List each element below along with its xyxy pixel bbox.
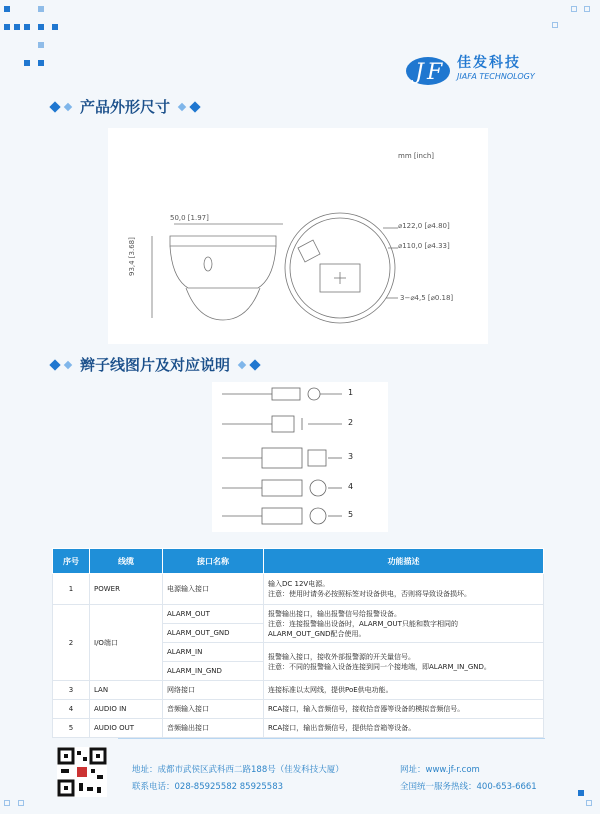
diamond-icon bbox=[238, 360, 246, 368]
footer-hotline: 全国统一服务热线：400-653-6661 bbox=[400, 782, 537, 792]
table-row: ALARM_IN 报警输入接口，接收外部报警源的开关量信号。 注意：不同的报警输入设备连接到同一个接地端，即ALARM_IN_GND。 bbox=[53, 643, 544, 662]
cable-drawing bbox=[212, 382, 388, 532]
svg-text:F: F bbox=[427, 60, 443, 85]
table-row: ALARM_IN_GND bbox=[53, 662, 544, 681]
cable-label-2: 2 bbox=[348, 418, 354, 427]
diamond-icon bbox=[189, 101, 200, 112]
cable-label-3: 3 bbox=[348, 452, 354, 461]
table-row: 3 LAN 网络接口 连接标准以太网线，提供PoE供电功能。 bbox=[53, 681, 544, 700]
unit-label: mm [inch] bbox=[398, 152, 434, 160]
table-row: 2 I/O端口 ALARM_OUT 报警输出接口，输出报警信号给报警设备。 注意：连接报警输出设备时，ALARM_OUT只能和数字相同的 ALARM_OUT_GND配合使用。 bbox=[53, 605, 544, 624]
table-row: 5 AUDIO OUT 音频输出接口 RCA接口，输出音频信号，提供给音箱等设备。 bbox=[53, 719, 544, 738]
logo-icon bbox=[405, 52, 451, 90]
col-cable: 线缆 bbox=[90, 549, 163, 574]
diamond-icon bbox=[64, 102, 72, 110]
dia2-label: ⌀110,0 [⌀4.33] bbox=[398, 242, 450, 250]
diamond-icon bbox=[178, 102, 186, 110]
camera-outline bbox=[108, 128, 488, 344]
qr-code bbox=[57, 747, 107, 797]
diamond-icon bbox=[49, 359, 60, 370]
cable-label-1: 1 bbox=[348, 388, 354, 397]
table-row: ALARM_OUT_GND bbox=[53, 624, 544, 643]
dia1-label: ⌀122,0 [⌀4.80] bbox=[398, 222, 450, 230]
col-desc: 功能描述 bbox=[264, 549, 544, 574]
height-label: 93,4 [3.68] bbox=[128, 237, 136, 276]
footer-address: 地址：成都市武侯区武科西二路188号（佳发科技大厦） bbox=[132, 765, 344, 775]
table-row: 4 AUDIO IN 音频输入接口 RCA接口，输入音频信号，接收拾音器等设备的模拟音频信号。 bbox=[53, 700, 544, 719]
footer-divider bbox=[118, 738, 545, 739]
footer-website[interactable]: 网址：www.jf-r.com bbox=[400, 765, 480, 775]
brand-name-en: JIAFA TECHNOLOGY bbox=[457, 72, 535, 81]
interface-table bbox=[52, 548, 544, 738]
cable-label-5: 5 bbox=[348, 510, 354, 519]
diamond-icon bbox=[249, 359, 260, 370]
cables-title: 辫子线图片及对应说明 bbox=[48, 354, 262, 375]
brand-logo bbox=[405, 52, 565, 92]
cable-label-4: 4 bbox=[348, 482, 354, 491]
brand-name-cn: 佳发科技 bbox=[457, 55, 521, 71]
col-iface: 接口名称 bbox=[163, 549, 264, 574]
appearance-title: 产品外形尺寸 bbox=[48, 96, 202, 117]
footer-phone: 联系电话：028-85925582 85925583 bbox=[132, 782, 284, 792]
dimension-drawing bbox=[108, 128, 488, 344]
diamond-icon bbox=[64, 360, 72, 368]
diamond-icon bbox=[49, 101, 60, 112]
table-row: 1 POWER 电源输入接口 输入DC 12V电源。 注意：使用时请务必按照标签对设备供电，否则将导致设备损坏。 bbox=[53, 574, 544, 605]
col-no: 序号 bbox=[53, 549, 90, 574]
holes-label: 3−⌀4,5 [⌀0.18] bbox=[400, 294, 454, 302]
cable-illustration bbox=[212, 382, 388, 532]
width-label: 50,0 [1.97] bbox=[170, 214, 209, 222]
svg-text:J: J bbox=[415, 60, 424, 85]
